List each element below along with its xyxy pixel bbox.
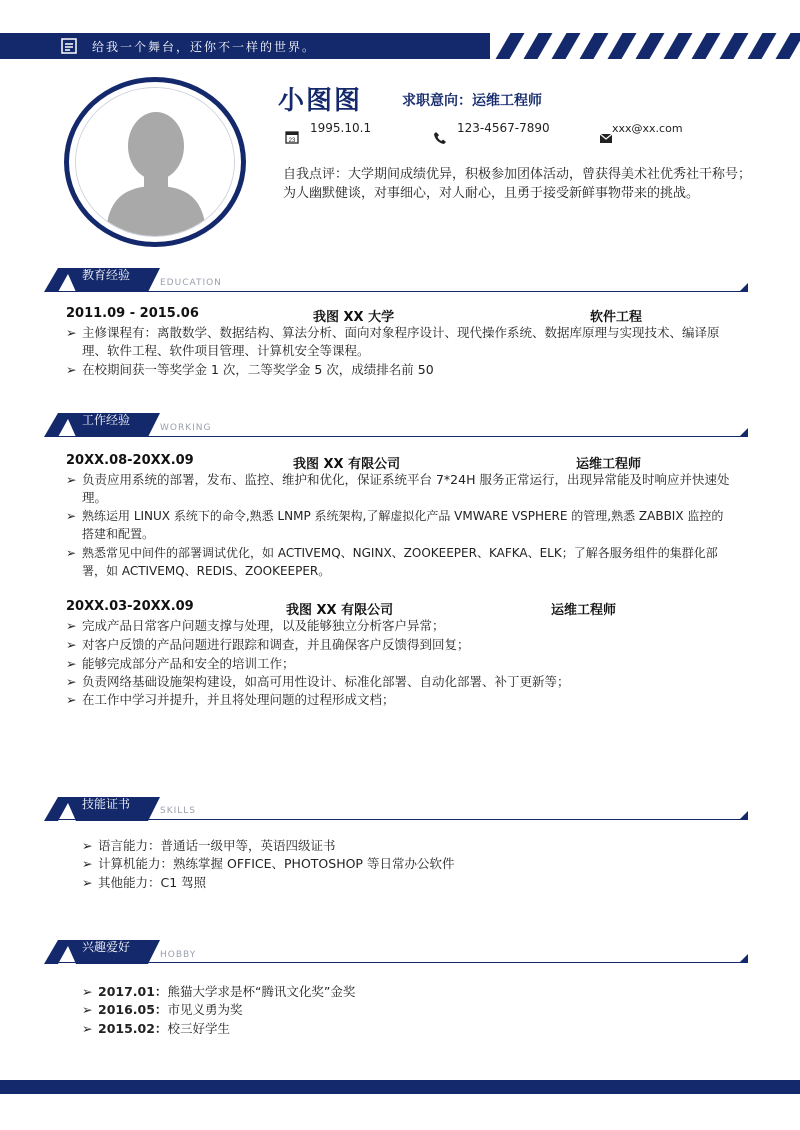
svg-text:23: 23 [288,138,296,144]
section-divider [48,436,748,437]
section-divider [48,291,748,292]
arrow-bullet-icon: ➢ [82,838,93,853]
section-en-hobby: HOBBY [160,950,197,960]
job-intention: 求职意向：运维工程师 [402,93,542,109]
document-icon [60,37,78,55]
arrow-bullet-icon: ➢ [66,509,77,523]
list-item: ➢ 计算机能力：熟练掌握 OFFICE、PHOTOSHOP 等日常办公软件 [82,856,455,871]
avatar [75,87,235,237]
section-en-work: WORKING [160,423,212,433]
section-divider [48,962,748,963]
list-item: ➢ 其他能力：C1 驾照 [82,875,207,890]
list-item: ➢ 在工作中学习并提升，并且将处理问题的过程形成文档； [66,692,395,707]
list-item: ➢ 完成产品日常客户问题支撑与处理，以及能够独立分析客户异常； [66,618,445,633]
arrow-bullet-icon: ➢ [66,472,77,487]
job-date: 20XX.03-20XX.09 [66,599,194,614]
arrow-bullet-icon: ➢ [82,875,93,890]
bottom-bar [0,1080,800,1094]
list-item: ➢ 熟悉常见中间件的部署调试优化，如 ACTIVEMQ、NGINX、ZOOKEEPER、KAFKA、ELK；了解各服务组件的集群化部署，如 ACTIVEMQ、REDIS、ZOOKEEPER。 [66,546,718,578]
job-date: 20XX.08-20XX.09 [66,453,194,468]
arrow-bullet-icon: ➢ [66,692,77,707]
list-item: ➢ 熟练运用 LINUX 系统下的命令,熟悉 LNMP 系统架构,了解虚拟化产品 VMWARE VSPHERE 的管理,熟悉 ZABBIX 监控的搭建和配置。 [66,509,724,541]
email-icon [599,131,613,145]
slogan: 给我一个舞台，还你不一样的世界。 [92,40,317,54]
phone-icon [433,131,447,145]
list-item: ➢ 对客户反馈的产品问题进行跟踪和调查，并且确保客户反馈得到回复； [66,637,470,652]
phone-number: 123-4567-7890 [457,121,550,135]
arrow-bullet-icon: ➢ [66,637,77,652]
candidate-name: 小图图 [278,86,363,116]
section-title-education: 教育经验 [82,268,131,282]
section-divider-end [740,428,748,436]
birth-date: 1995.10.1 [310,121,372,135]
section-en-skills: SKILLS [160,806,197,816]
job-company: 我图 XX 有限公司 [293,457,401,472]
banner-stripes [485,33,800,59]
section-divider-end [740,954,748,962]
section-divider-end [740,283,748,291]
list-item: ➢ 2017.01：熊猫大学求是杯“腾讯文化奖”金奖 [82,984,356,999]
job-company: 我图 XX 有限公司 [286,603,394,618]
edu-school: 我图 XX 大学 [313,310,395,325]
section-en-education: EDUCATION [160,278,222,288]
section-title-skills: 技能证书 [82,797,131,811]
list-item: ➢ 2015.02：校三好学生 [82,1021,230,1036]
list-item: ➢ 负责应用系统的部署，发布、监控、维护和优化，保证系统平台 7*24H 服务正常运行，出现异常能及时响应并快速处理。 [66,472,730,505]
edu-date: 2011.09 - 2015.06 [66,306,199,321]
arrow-bullet-icon: ➢ [66,618,77,633]
list-item: ➢ 能够完成部分产品和安全的培训工作； [66,656,295,671]
edu-major: 软件工程 [590,310,643,325]
arrow-bullet-icon: ➢ [66,546,77,560]
list-item: ➢ 负责网络基础设施架构建设，如高可用性设计、标准化部署、自动化部署、补丁更新等； [66,674,570,689]
list-item: ➢ 2016.05：市见义勇为奖 [82,1002,243,1017]
arrow-bullet-icon: ➢ [66,674,77,689]
email-address: xxx@xx.com [612,122,683,135]
avatar-silhouette-icon [76,88,235,237]
list-item: ➢ 在校期间获一等奖学金 1 次，二等奖学金 5 次，成绩排名前 50 [66,362,434,377]
arrow-bullet-icon: ➢ [82,1002,93,1017]
list-item: ➢ 语言能力：普通话一级甲等，英语四级证书 [82,838,336,853]
arrow-bullet-icon: ➢ [66,362,77,377]
arrow-bullet-icon: ➢ [82,984,93,999]
calendar-icon [285,130,299,144]
self-evaluation: 自我点评：大学期间成绩优异，积极参加团体活动，曾获得美术社优秀社干称号；为人幽默健谈，对事细心，对人耐心，且勇于接受新鲜事物带来的挑战。 [283,167,752,201]
arrow-bullet-icon: ➢ [66,325,77,340]
job-role: 运维工程师 [551,603,617,618]
arrow-bullet-icon: ➢ [82,1021,93,1036]
job-role: 运维工程师 [576,457,642,472]
section-divider-end [740,811,748,819]
arrow-bullet-icon: ➢ [82,856,93,871]
list-item: ➢ 主修课程有：离散数学、数据结构、算法分析、面向对象程序设计、现代操作系统、数据库原理与实现技术、编译原理、软件工程、软件项目管理、计算机安全等课程。 [66,325,720,358]
section-title-hobby: 兴趣爱好 [82,940,131,954]
section-divider [48,819,748,820]
section-title-work: 工作经验 [82,413,131,427]
arrow-bullet-icon: ➢ [66,656,77,671]
